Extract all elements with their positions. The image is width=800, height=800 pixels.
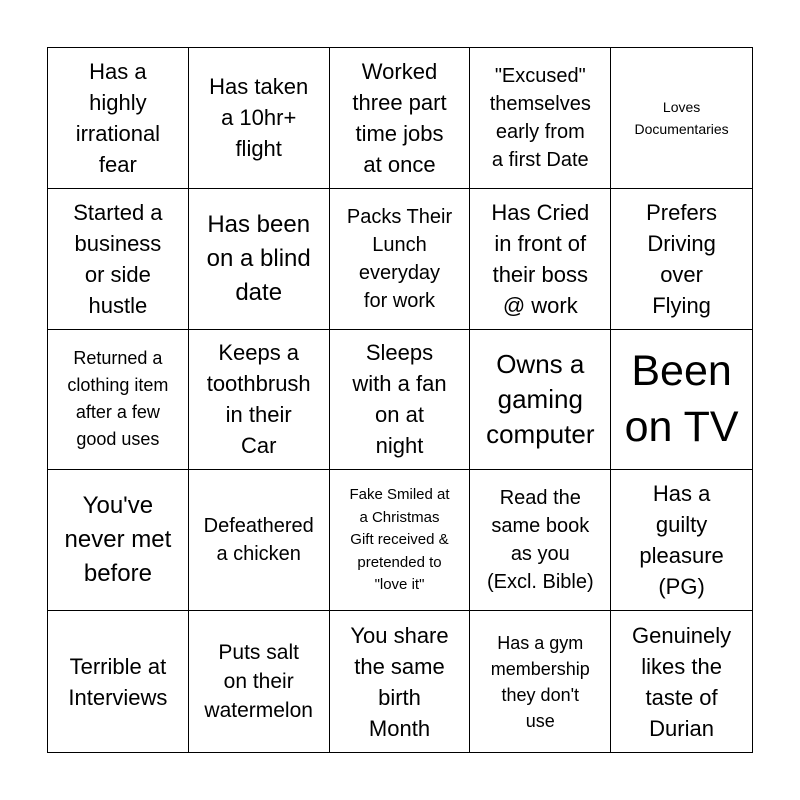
bingo-cell[interactable] — [330, 189, 471, 330]
bingo-cell[interactable] — [330, 48, 471, 189]
bingo-cell[interactable] — [189, 330, 330, 471]
bingo-cell[interactable] — [470, 330, 611, 471]
bingo-cell-text: Has Cried in front of their boss @ work — [491, 199, 590, 318]
bingo-cell[interactable] — [330, 330, 471, 471]
bingo-cell[interactable] — [330, 611, 471, 752]
bingo-cell[interactable] — [48, 470, 189, 611]
bingo-cell[interactable] — [48, 330, 189, 471]
bingo-cell-text: Keeps a toothbrush in their Car — [206, 340, 311, 459]
bingo-cell-text: Worked three part time jobs at once — [352, 58, 447, 177]
bingo-cell-text: Has a gym membership they don't use — [490, 632, 590, 731]
bingo-cell-text: "Excused" themselves early from a first Date — [489, 64, 591, 171]
bingo-cell[interactable] — [189, 470, 330, 611]
bingo-cell[interactable] — [470, 611, 611, 752]
bingo-cell-text: Sleeps with a fan on at night — [352, 340, 447, 459]
bingo-cell-text: Read the same book as you (Excl. Bible) — [486, 487, 594, 594]
bingo-cell-text: Has taken a 10hr+ flight — [209, 74, 309, 162]
bingo-cell-text: You've never met before — [64, 492, 172, 588]
bingo-cell-text: Been on TV — [624, 347, 739, 452]
bingo-cell-text: Terrible at Interviews — [68, 653, 168, 710]
bingo-cell[interactable] — [611, 48, 752, 189]
bingo-cell[interactable] — [611, 611, 752, 752]
bingo-cell-text: Has a highly irrational fear — [75, 58, 161, 177]
bingo-cell-text: Owns a gaming computer — [486, 348, 595, 449]
bingo-cell[interactable] — [611, 470, 752, 611]
bingo-cell[interactable] — [48, 611, 189, 752]
bingo-cell-text: Puts salt on their watermelon — [204, 641, 313, 723]
bingo-cell[interactable] — [470, 470, 611, 611]
bingo-cell-text: Packs Their Lunch everyday for work — [346, 205, 453, 312]
bingo-cell[interactable] — [330, 470, 471, 611]
bingo-cell-text: Fake Smiled at a Christmas Gift received & pretended to "love it" — [349, 486, 450, 594]
bingo-cell-text: You share the same birth Month — [350, 622, 449, 741]
bingo-cell[interactable] — [48, 48, 189, 189]
bingo-board — [47, 47, 753, 753]
bingo-cell-text: Prefers Driving over Flying — [646, 199, 718, 318]
bingo-cell[interactable] — [189, 48, 330, 189]
bingo-cell[interactable] — [470, 189, 611, 330]
bingo-cell[interactable] — [611, 189, 752, 330]
bingo-cell[interactable] — [470, 48, 611, 189]
bingo-cell[interactable] — [189, 611, 330, 752]
bingo-cell-text: Has been on a blind date — [206, 210, 311, 306]
bingo-cell-text: Returned a clothing item after a few good uses — [67, 348, 169, 450]
bingo-cell-text: Started a business or side hustle — [73, 199, 163, 318]
bingo-cell[interactable] — [189, 189, 330, 330]
bingo-cell-text: Has a guilty pleasure (PG) — [639, 481, 724, 600]
bingo-cell-text: Defeathered a chicken — [203, 515, 314, 566]
bingo-cell-text: Genuinely likes the taste of Durian — [632, 622, 732, 741]
bingo-cell[interactable] — [48, 189, 189, 330]
bingo-cell[interactable] — [611, 330, 752, 471]
bingo-cell-text: Loves Documentaries — [634, 98, 729, 137]
